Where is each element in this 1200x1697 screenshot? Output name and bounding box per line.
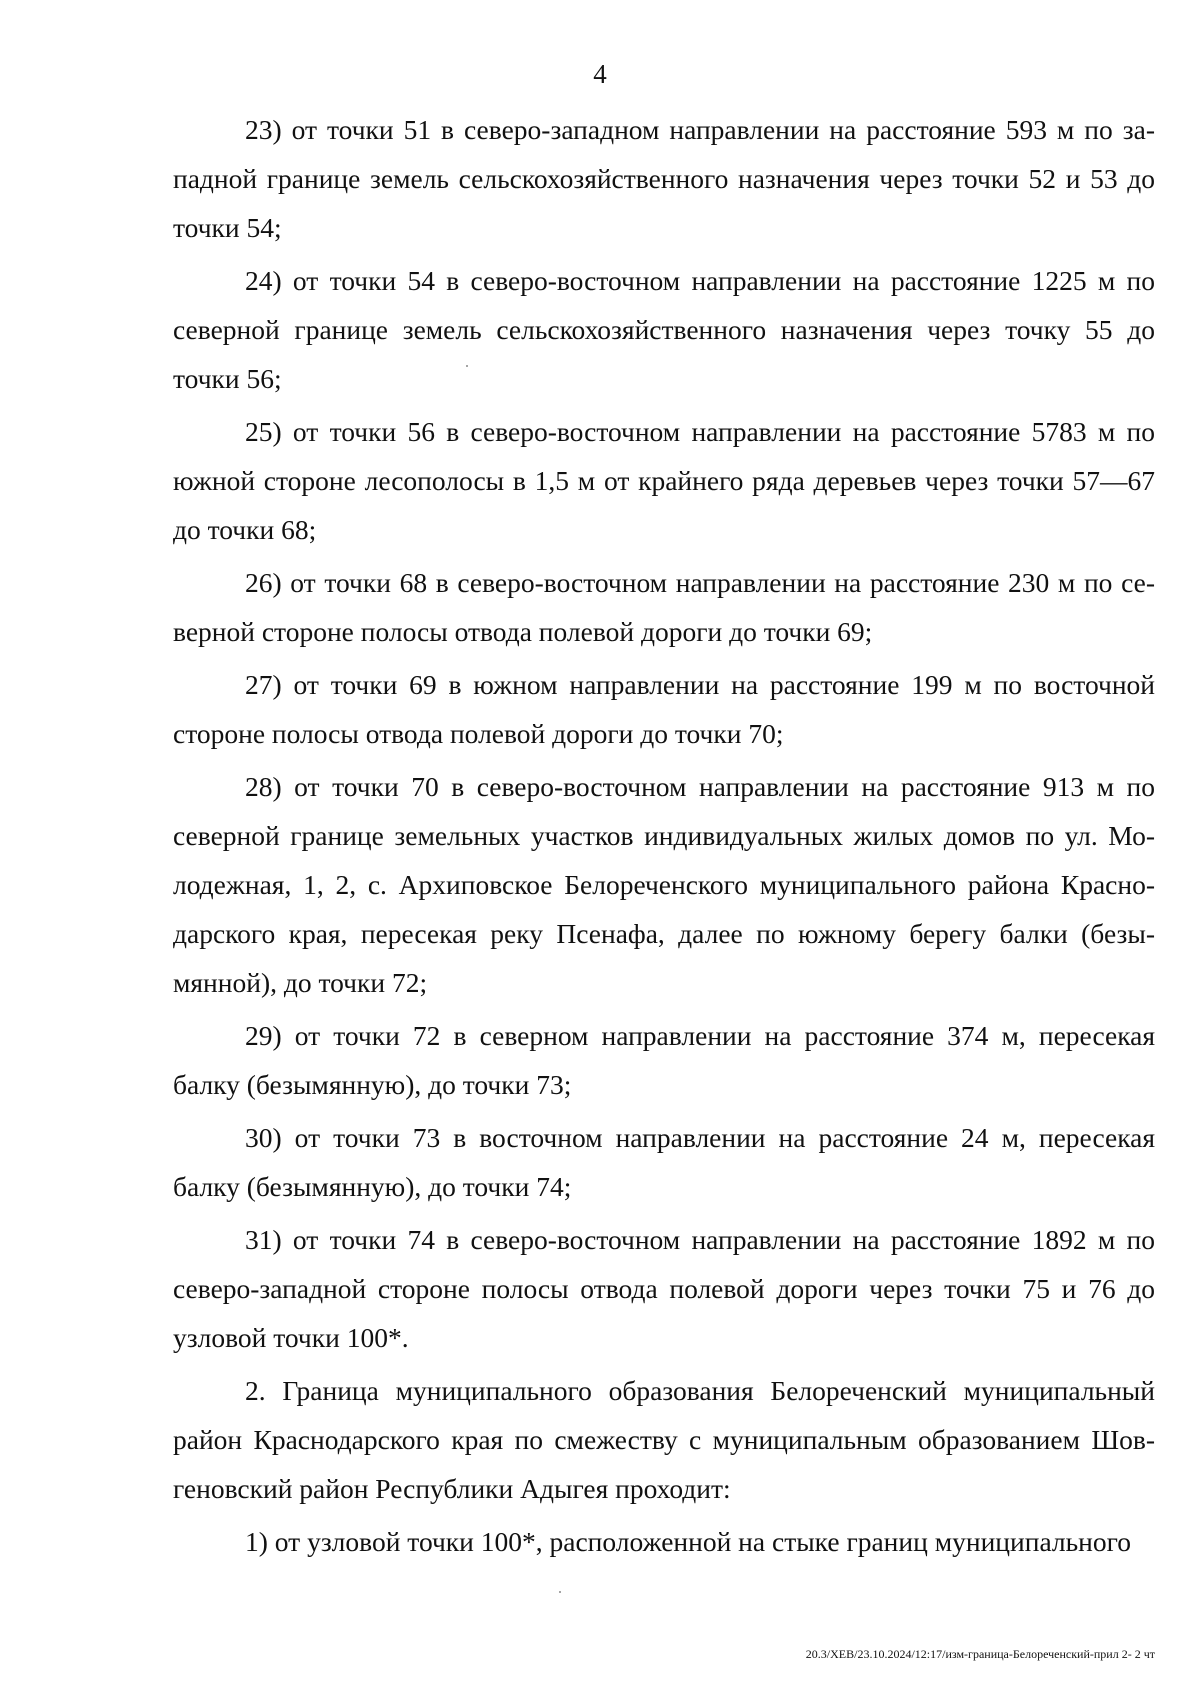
paragraph-item-28: 28) от точки 70 в северо-восточном направлении на расстояние 913 м по северной границе земельных участков индивидуальных жилых домов по ул. Молодежная, 1, 2, с. Архиповское Белореченского муниципального района Краснодарского края, пересекая реку Псенафа, далее по южному берегу балки (безымянной), до точки 72; (173, 771, 1155, 998)
paragraph-item-31: 31) от точки 74 в северо-восточном направлении на расстояние 1892 м по северо-западной стороне полосы отвода полевой дороги через точки 75 и 76 до узловой точки 100*. (173, 1224, 1155, 1353)
section-2-intro: 2. Граница муниципального образования Белореченский муниципальный район Краснодарского края по смежеству с муниципальным образованием Шовгеновский район Республики Адыгея проходит: (173, 1375, 1155, 1504)
paragraph-item-30: 30) от точки 73 в восточном направлении на расстояние 24 м, пересекая балку (безымянную), до точки 74; (173, 1122, 1155, 1202)
document-body (173, 105, 1155, 1570)
paragraph-item-25: 25) от точки 56 в северо-восточном направлении на расстояние 5783 м по южной стороне лесополосы в 1,5 м от крайнего ряда деревьев через точки 57—67 до точки 68; (173, 416, 1155, 545)
scan-speck (559, 1591, 561, 1593)
paragraph-item-27: 27) от точки 69 в южном направлении на расстояние 199 м по восточной стороне полосы отвода полевой дороги до точки 70; (173, 669, 1155, 749)
scan-speck (466, 365, 468, 367)
paragraph-item-23: 23) от точки 51 в северо-западном направлении на расстояние 593 м по западной границе земель сельскохозяйственного назначения через точки 52 и 53 до точки 54; (173, 114, 1155, 243)
page-number: 4 (593, 59, 607, 89)
section-2-item-1: 1) от узловой точки 100*, расположенной на стыке границ муниципального (245, 1526, 1131, 1557)
paragraph-item-24: 24) от точки 54 в северо-восточном направлении на расстояние 1225 м по северной границе земель сельскохозяйственного назначения через точку 55 до точки 56; (173, 265, 1155, 394)
paragraph-item-29: 29) от точки 72 в северном направлении на расстояние 374 м, пересекая балку (безымянную), до точки 73; (173, 1020, 1155, 1100)
document-footer: 20.3/ХЕВ/23.10.2024/12:17/изм-граница-Белореченский-прил 2- 2 чт (805, 1647, 1155, 1661)
paragraph-item-26: 26) от точки 68 в северо-восточном направлении на расстояние 230 м по северной стороне полосы отвода полевой дороги до точки 69; (173, 567, 1155, 647)
